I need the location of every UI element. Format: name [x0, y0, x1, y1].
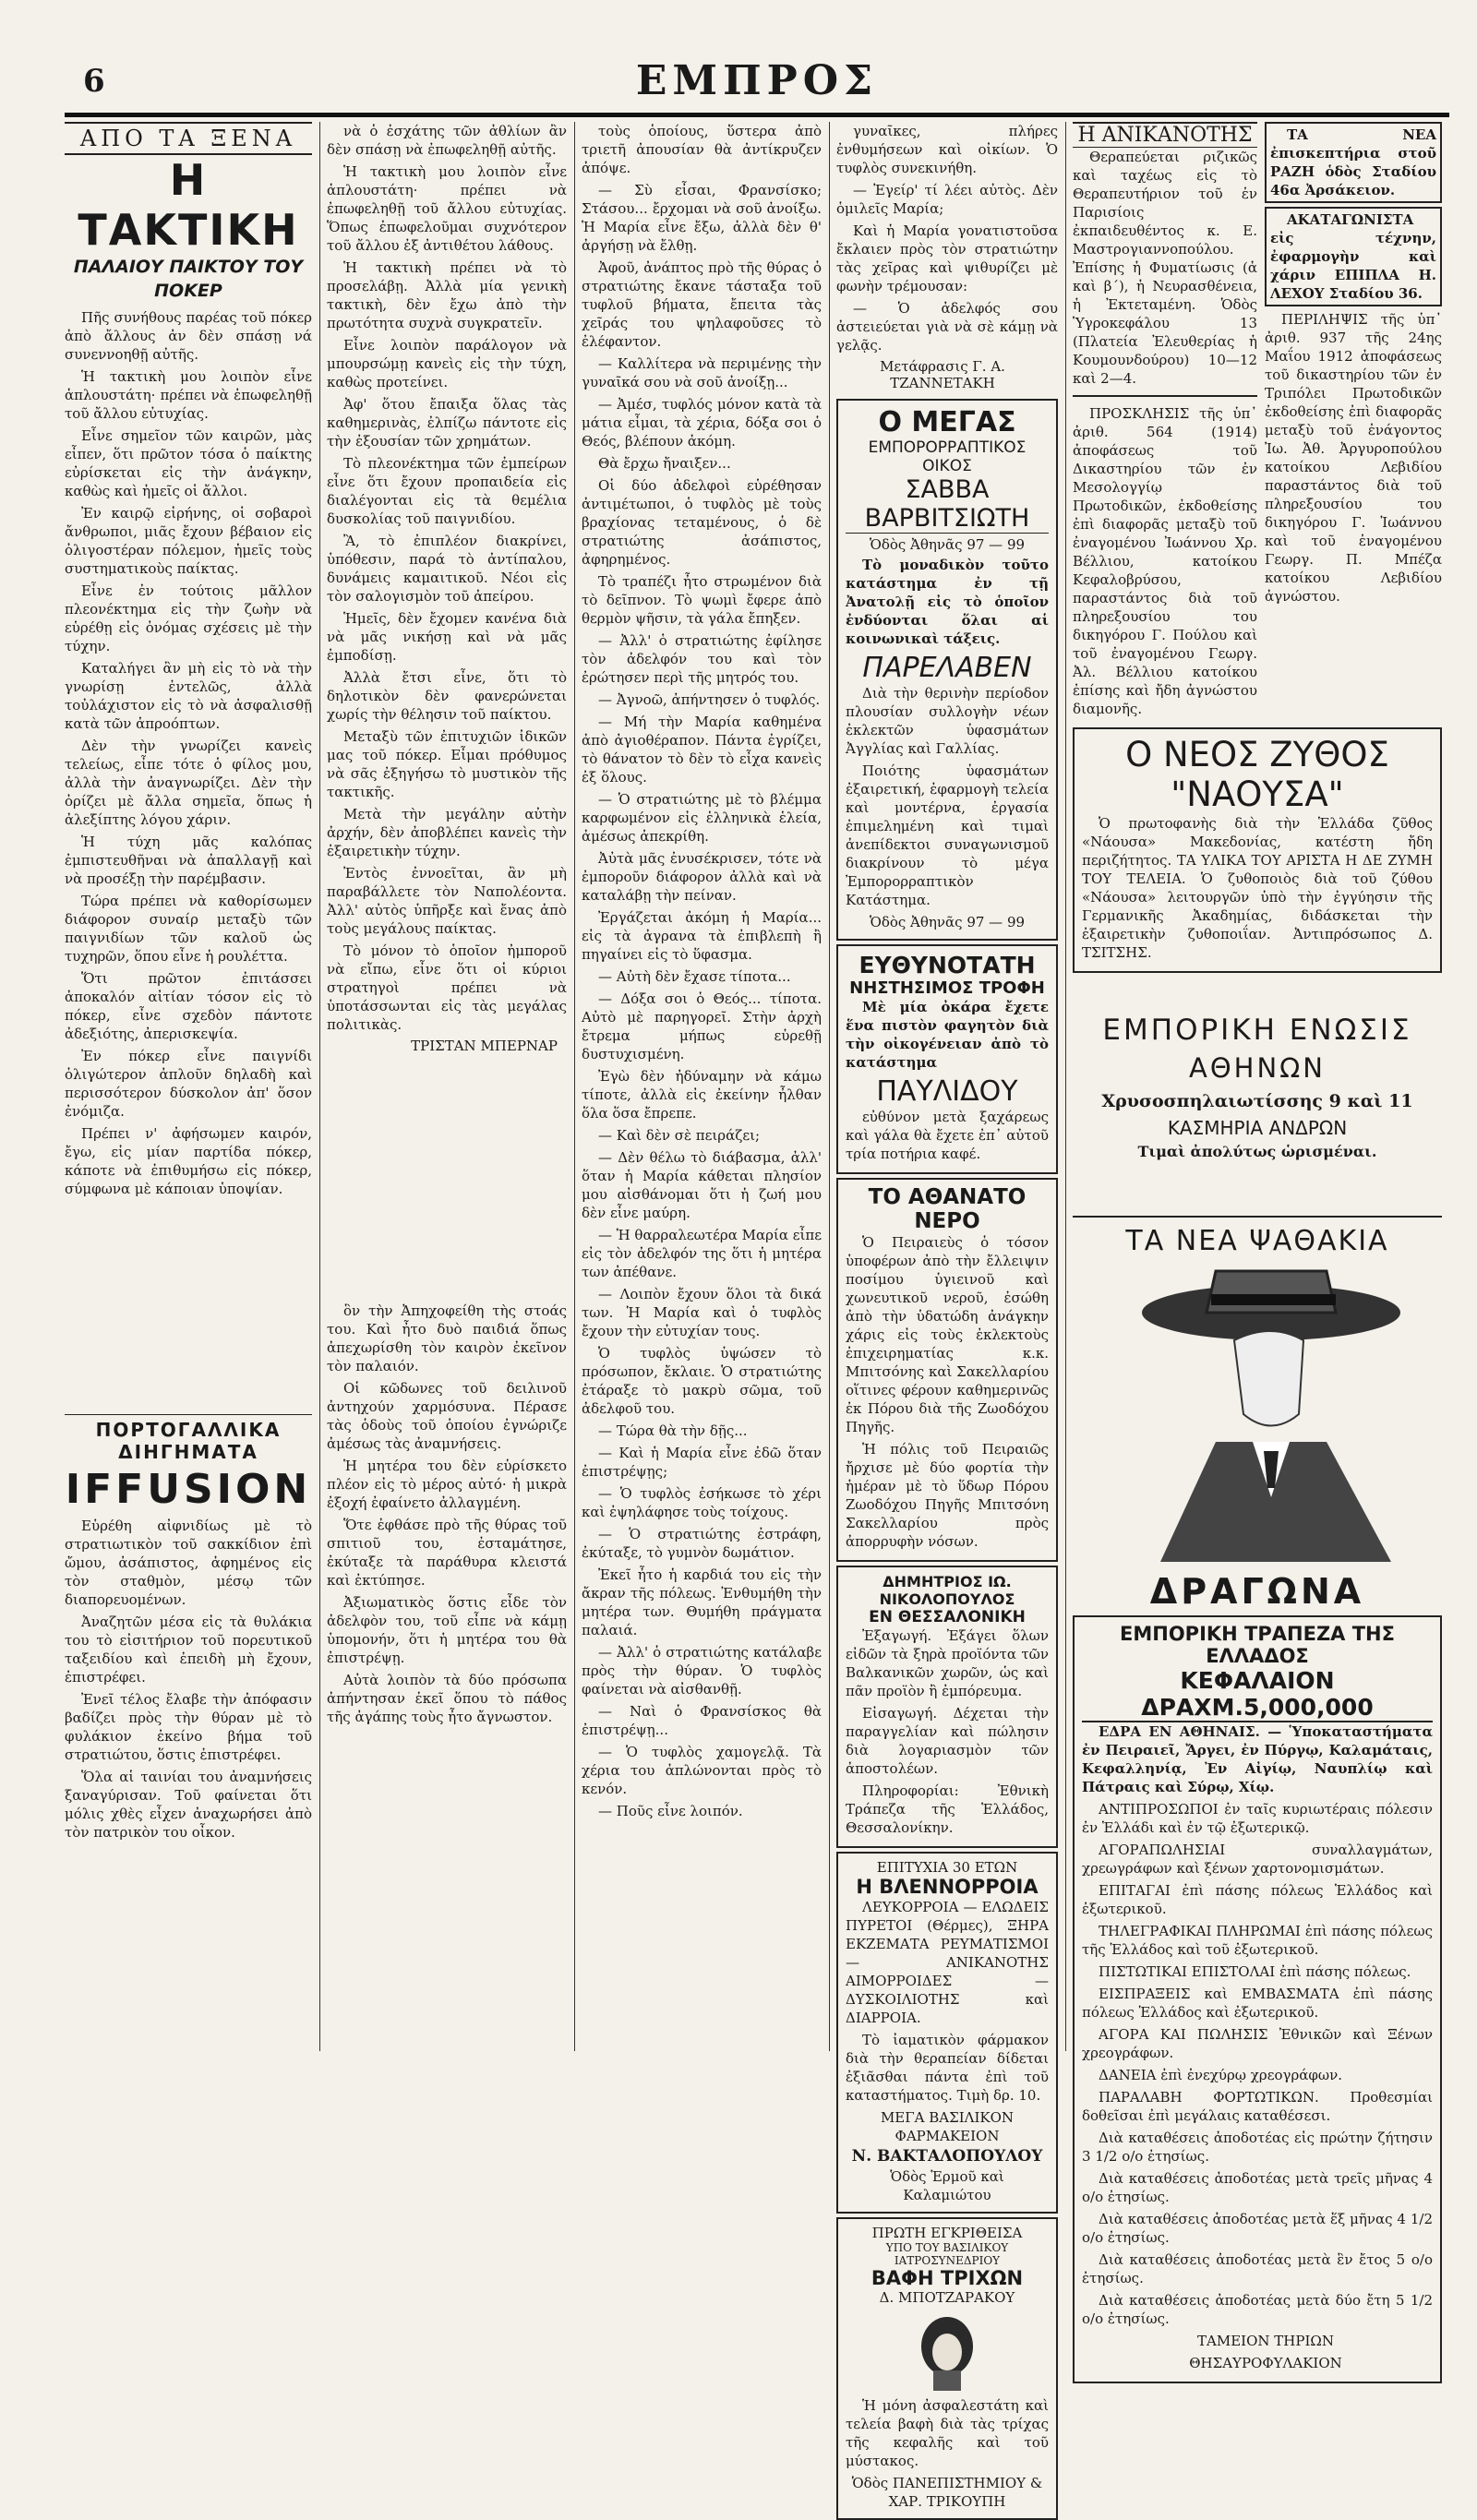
ad-text: Πληροφορίαι: Ἐθνικὴ Τράπεζα τῆς Ἑλλάδος, Θεσσαλονίκην.: [846, 1782, 1049, 1836]
ad-line: ΕΜΠΟΡΟΡΡΑΠΤΙΚΟΣ ΟΙΚΟΣ: [868, 438, 1027, 475]
paragraph: — Τώρα θὰ τὴν δῇς...: [598, 1422, 748, 1439]
paragraph: Μετὰ τὴν μεγάλην αὐτὴν ἀρχήν, δὲν ἀποβλέπει κανεὶς τὴν ἐξαιρετικὴν τύχην.: [327, 806, 567, 859]
shop-price: Τιμαὶ ἀπολύτως ὡρισμέναι.: [1137, 1143, 1377, 1160]
paragraph: Οἱ κῶδωνες τοῦ δειλινοῦ ἀντηχούν χαρμόσυνα. Πέρασε τὰς ὁδοὺς τοῦ ὁποίου ἐγνώριζε ἀμέσως τὰς ἀναμνήσεις.: [327, 1380, 567, 1452]
bank-line: ΕΠΙΤΑΓΑΙ ἐπὶ πάσης πόλεως Ἑλλάδος καὶ ἐξωτερικοῦ.: [1082, 1882, 1433, 1917]
ad-water: [836, 1178, 1058, 1562]
paragraph: Ἐγὼ δὲν ἠδύναμην νὰ κάμω τίποτε, ἀλλὰ εἰς ἐκείνην ἦλθαν ὅλα ὅσα ἔπρεπε.: [582, 1068, 822, 1122]
bank-line: ΑΓΟΡΑΠΩΛΗΣΙΑΙ συναλλαγμάτων, χρεωγράφων καὶ ξένων χαρτονομισμάτων.: [1082, 1842, 1433, 1877]
paragraph: Εἶνε σημεῖον τῶν καιρῶν, μὰς εἶπεν, ὅτι πρῶτον τόσα ὁ παίκτης εὐρίσκεται εἰς τὴν ἀνάγκην, καθὼς καὶ ἡμεῖς οἱ ἄλλοι.: [65, 427, 312, 499]
ad-name: ΠΑΥΛΙΔΟΥ: [876, 1075, 1018, 1108]
shop-address: Χρυσοσπηλαιωτίσσης 9 καὶ 11: [1101, 1091, 1413, 1111]
ad-name: ΔΗΜΗΤΡΙΟΣ ΙΩ. ΝΙΚΟΛΟΠΟΥΛΟΣ: [879, 1573, 1015, 1608]
paragraph: Πρέπει ν' ἀφήσωμεν καιρόν, ἔγω, εἰς μίαν παρτίδα πόκερ, κάποτε νὰ ἐπιθυμήσω εἰς πόκερ, σύμφωνα μὲ κάποιαν ὑποψίαν.: [65, 1125, 312, 1197]
paragraph: — Σὺ εἶσαι, Φρανσίσκο; Στάσου... ἔρχομαι νὰ σοῦ ἀνοίξω. Ἡ Μαρία εἶνε ἔξω, ἀλλὰ δὲν θ' ἀργήσῃ νὰ ἔλθῃ.: [582, 182, 822, 254]
ad-title: ΒΑΦΗ ΤΡΙΧΩΝ: [871, 2267, 1024, 2289]
notice-title: Η ΑΝΙΚΑΝΟΤΗΣ: [1073, 122, 1257, 148]
paragraph: Ἡμεῖς, δὲν ἔχομεν κανένα διὰ νὰ μᾶς νικήσῃ καὶ νὰ μᾶς ἐμποδίσῃ.: [327, 610, 567, 664]
paragraph: — Ὁ στρατιώτης ἐστράφη, ἐκύταξε, τὸ γυμνὸν δωμάτιον.: [582, 1526, 822, 1561]
notice-title: ΑΚΑΤΑΓΩΝΙΣΤΑ εἰς τέχνην, ἐφαρμογὴν καὶ χάριν ΕΠΙΠΛΑ Η. ΛΕΧΟΥ Σταδίου 36.: [1265, 207, 1442, 306]
divider: [1073, 395, 1257, 397]
ad-title: Ο ΝΕΟΣ ΖΥΘΟΣ "ΝΑΟΥΣΑ": [1125, 735, 1389, 814]
ad-text: Ἡ πόλις τοῦ Πειραιῶς ἤρχισε μὲ δύο φορτία τὴν ἡμέραν μὲ τὸ ὕδωρ Πόρου Ζωοδόχου Πηγῆς Μπιτσόνη Σακελλαρίου πρὸς ἀπορρυφὴν νόσων.: [846, 1441, 1049, 1550]
ad-text: Ἐξαγωγή. Ἐξάγει ὅλων εἰδῶν τὰ ξηρὰ προϊόντα τῶν Βαλκανικῶν χωρῶν, ὡς καὶ πᾶν προϊὸν ἢ ἐμπόρευμα.: [846, 1627, 1049, 1699]
ad-pharmacy: [836, 1852, 1058, 2214]
notice-left: [1073, 122, 1257, 722]
paragraph: Ἀφοῦ, ἀνάπτος πρὸ τῆς θύρας ὁ στρατιώτης ἔκανε τάσταξα τοῦ τυφλοῦ βήματα, ἔπειτα τὰς χεῖράς του ψηλαφοῦσες τὸ ἐλέφαντον.: [582, 259, 822, 350]
column-rule: [574, 122, 575, 2051]
ad-bank: [1073, 1615, 1442, 2383]
section-header: ΑΠΟ ΤΑ ΞΕΝΑ: [65, 122, 312, 155]
bank-line: Διὰ καταθέσεις ἀποδοτέας μετὰ ἕξ μῆνας 4 1/2 ο/ο ἐτησίως.: [1082, 2211, 1433, 2246]
hat-title: ΤΑ ΝΕΑ ΨΑΘΑΚΙΑ: [1073, 1216, 1442, 1257]
paragraph: γυναῖκες, πλήρες ἐνθυμήσεων καὶ οἰκίων. Ὁ τυφλὸς συνεκινήθη.: [836, 123, 1058, 176]
ad-title: Ο ΜΕΓΑΣ: [878, 406, 1016, 438]
paragraph: — Λοιπὸν ἔχουν ὅλοι τὰ δικά των. Ἡ Μαρία καὶ ὁ τυφλὸς ἔχουν τὴν εὐτυχίαν τους.: [582, 1286, 822, 1339]
ad-text: Ὁ Πειραιεὺς ὁ τόσον ὑποφέρων ἀπὸ τὴν ἔλλειψιν ποσίμου ὑγιεινοῦ καὶ χωνευτικοῦ νεροῦ, ἐσώθη ἀπὸ τὴν ὑδατώδη ἀνάγκην χάρις εἰς τοὺς ἐκλεκτοὺς ἐπιχειρηματίας κ.κ. Μπιτσόνης καὶ Σακελλαρίου οἵτινες φέρουν καθημερινῶς ἐκ Πόρου διὰ τῆς Ζωοδόχου Πηγῆς.: [846, 1234, 1049, 1435]
story-title: IFFUSION: [65, 1466, 312, 1513]
author-signature: ΤΡΙΣΤΑΝ ΜΠΕΡΝΑΡ: [411, 1038, 558, 1054]
page-number: 6: [83, 63, 105, 100]
paragraph: — Ναὶ ὁ Φρανσίσκος θὰ ἐπιστρέψῃ...: [582, 1703, 822, 1738]
paragraph: Θὰ ἔρχω ἤναιξεν...: [598, 455, 731, 472]
paragraph: — Καὶ ἡ Μαρία εἶνε ἐδῶ ὅταν ἐπιστρέψῃς;: [582, 1445, 822, 1480]
ad-owner: Ν. ΒΑΚΤΑΛΟΠΟΥΛΟΥ: [851, 2147, 1043, 2166]
column-4: [836, 122, 1058, 2510]
spacer: [65, 1202, 312, 1414]
paragraph: Ὅλα αἱ ταινίαι του ἀναμνήσεις ξαναγύρισαν. Τοῦ φαίνεται ὅτι μόλις χθὲς εἶχεν ἀναχωρήσει ἀπὸ τὸν πατρικὸν του οἶκον.: [65, 1769, 312, 1841]
paragraph: Οἱ δύο ἀδελφοὶ εὑρέθησαν ἀντιμέτωποι, ὁ τυφλὸς μὲ τοὺς βραχίονας τεταμένους, ὁ δὲ στρατιώτης ἀσάπιστος, ἀφηρημένος.: [582, 477, 822, 568]
paragraph: Καὶ ἡ Μαρία γονατιστοῦσα ἔκλαιεν πρὸς τὸν στρατιώτην τὰς χεῖρας καὶ ψιθυρίζει μὲ φωνὴν τρέμουσαν:: [836, 222, 1058, 294]
ad-text: Ἡ μόνη ἀσφαλεστάτη καὶ τελεία βαφὴ διὰ τὰς τρίχας τῆς κεφαλῆς καὶ τοῦ μύστακος.: [846, 2397, 1049, 2469]
section-header-2: ΠΟΡΤΟΓΑΛΛΙΚΑ ΔΙΗΓΗΜΑΤΑ: [65, 1414, 312, 1463]
paragraph: Ὅτι πρῶτον ἐπιτάσσει ἀποκαλόν αἰτίαν τόσον εἰς τὸ πόκερ, εἶνε σχεδὸν πάντοτε ἀδεξιότης, ἀπερισκεψία.: [65, 970, 312, 1042]
ad-pharmacy-name: ΜΕΓΑ ΒΑΣΙΛΙΚΟΝ ΦΑΡΜΑΚΕΙΟΝ: [880, 2109, 1015, 2144]
column-3: [582, 122, 822, 2051]
notice-text: ΠΡΟΣΚΛΗΣΙΣ τῆς ὑπ᾿ ἀριθ. 564 (1914) ἀποφάσεως τοῦ Δικαστηρίου τῶν ἐν Μεσολογγίῳ Πρωτοδικῶν, ἐκδοθείσης ἐπὶ διαφορᾶς μεταξὺ τοῦ ἐναγομένου Ἰωάννου Χρ. Βέλλιου, κατοίκου Κεφαλοβρύσου, παραστάντος διὰ τοῦ πληρεξουσίου του δικηγόρου Γ. Πούλου καὶ τοῦ ἐναγομένου Γεωργ. Ἀλ. Βέλλιου κατοίκου ἐπίσης καὶ ἤδη ἀγνώστου διαμονῆς.: [1073, 405, 1257, 717]
paragraph: — Καὶ δὲν σὲ πειράζει;: [598, 1127, 761, 1144]
ad-sub: ΥΠΟ ΤΟΥ ΒΑΣΙΛΙΚΟΥ ΙΑΤΡΟΣΥΝΕΔΡΙΟΥ: [885, 2241, 1009, 2267]
paragraph: Ἀὐτὰ μᾶς ἐνυσέκρισεν, τότε νὰ ἐμποροῦν διάφορον ἀλλὰ καὶ νὰ καταλάβῃ τὴν πείναν.: [582, 850, 822, 904]
ad-address: Ὁδὸς Ἀθηνᾶς 97 — 99: [869, 914, 1026, 930]
paragraph: Καταλήγει ἂν μὴ εἰς τὸ νὰ τὴν γνωρίσῃ ἐντελῶς, ἀλλὰ τοὐλάχιστον εἰς τὸ νὰ ἀσφαλισθῇ κατὰ τῶν ἀπροόπτων.: [65, 660, 312, 732]
paragraph: — Ἐγείρ' τί λέει αὐτὸς. Δὲν ὁμιλεῖς Μαρία;: [836, 182, 1058, 217]
ad-text: Τὸ μοναδικὸν τοῦτο κατάστημα ἐν τῇ Ἀνατολῇ εἰς τὸ ὁποῖον ἐνδύονται ὅλαι αἱ κοινωνικαὶ τάξεις.: [846, 557, 1049, 647]
shop-city: ΑΘΗΝΩΝ: [1188, 1052, 1327, 1084]
bank-line: ΠΙΣΤΩΤΙΚΑΙ ΕΠΙΣΤΟΛΑΙ ἐπὶ πάσης πόλεως.: [1099, 1963, 1411, 1980]
paragraph: — Μή τὴν Μαρία καθημένα ἀπὸ ἀγιοθέραπον. Πάντα ἐγρίζει, τὸ θάνατον τὸ δὲν τὸ εἶχα κανεὶς ἐξ ὅλους.: [582, 714, 822, 786]
ad-text: Τὸ ἰαματικὸν φάρμακον διὰ τὴν θεραπείαν δίδεται ἐξιᾶσθαι πάντα ἐπὶ τοῦ καταστήματος. Τιμὴ δρ. 10.: [846, 2032, 1049, 2104]
paragraph: Μεταξὺ τῶν ἐπιτυχιῶν ἰδικῶν μας τοῦ πόκερ. Εἶμαι πρόθυμος νὰ σᾶς ἐξηγήσω τὸ μυστικὸν τῆς τακτικῆς.: [327, 728, 567, 800]
top-notices: [1073, 122, 1442, 722]
ad-beer: [1073, 727, 1442, 973]
paragraph: Εἶνε ἐν τούτοις μᾶλλον πλεονέκτημα εἰς τὴν ζωὴν νὰ εὑρέθῃ εἰς ὀνόμας σχέσεις μὲ τὴν τύχην.: [65, 582, 312, 654]
paragraph: Ἡ μητέρα του δὲν εὑρίσκετο πλέον εἰς τὸ μέρος αὐτό· ἡ μικρὰ ἐξοχή ἐφαίνετο ἀλλαγμένη.: [327, 1458, 567, 1511]
bank-line: ΤΗΛΕΓΡΑΦΙΚΑΙ ΠΛΗΡΩΜΑΙ ἐπὶ πάσης πόλεως τῆς Ἑλλάδος καὶ τοῦ ἐξωτερικοῦ.: [1082, 1923, 1433, 1958]
spacer: [1073, 977, 1442, 1014]
paragraph: Ἀξιωματικὸς ὅστις εἶδε τὸν ἀδελφὸν του, τοῦ εἶπε νὰ κάμῃ ὑπομονήν, ὅτι ἡ μητέρα του θὰ ἐπιστρέψῃ.: [327, 1594, 567, 1666]
article-title: Η ΤΑΚΤΙΚΗ: [78, 155, 299, 255]
ad-tailor: [836, 399, 1058, 941]
paragraph: νὰ ὁ ἐσχάτης τῶν ἀθλίων ἂν δὲν σπάσῃ νὰ ἐπωφεληθῇ αὐτῆς.: [327, 123, 567, 158]
paragraph: — Ἀμέσ, τυφλός μόνον κατὰ τὰ μάτια εἶμαι, τὰ χέρια, δόξα σοι ὁ Θεός, βλέπουν ἀκόμη.: [582, 396, 822, 450]
ad-title: Η ΒΛΕΝΝΟΡΡΟΙΑ: [856, 1876, 1039, 1898]
bank-line: ΤΑΜΕΙΟΝ ΤΗΡΙΩΝ: [1197, 2333, 1334, 2349]
ad-export: [836, 1566, 1058, 1848]
paragraph: Δὲν τὴν γνωρίζει κανεὶς τελείως, εἶπε τότε ὁ φίλος μου, ἀλλὰ τὴν ἀναγνωρίζει. Δὲν τὴν ὀρίζει μὲ ἄλλα σημεῖα, ὅπως ἡ ἀλεξίπτης λόγου χάριν.: [65, 738, 312, 828]
ad-header: ΕΠΙΤΥΧΙΑ 30 ΕΤΩΝ: [876, 1859, 1018, 1876]
ad-text: Εἰσαγωγή. Δέχεται τὴν παραγγελίαν καὶ πώλησιν διὰ λογαριασμὸν τῶν ἀποστολέων.: [846, 1705, 1049, 1777]
paragraph: Τώρα πρέπει νὰ καθορίσωμεν διάφορον συναίρ μεταξὺ τῶν παιγνιδίων τῶν καλοῦ ὡς τυχηρῶν, ὅπου εἶνε ἡ ρουλέττα.: [65, 893, 312, 965]
paragraph: Ἀναζητῶν μέσα εἰς τὰ θυλάκια του τὸ εἰσιτήριον τοῦ πορευτικοῦ ταξειδίου καὶ ἐπειδὴ μὴ ἔχουν, ἐπιστρέφει.: [65, 1614, 312, 1686]
column-2: [327, 122, 567, 2051]
paragraph: Ἐντὸς ἐννοεῖται, ἂν μὴ παραβάλλετε τὸν Ναπολέοντα. Ἀλλ' αὐτὸς ὑπῆρξε καὶ ἔνας ἀπὸ τοὺς μεγάλους παίκτας.: [327, 865, 567, 937]
paragraph: Ὅτε ἐφθάσε πρὸ τῆς θύρας τοῦ σπιτιοῦ του, ἐσταμάτησε, ἐκύταξε τὰ παράθυρα κλειστά καὶ ἐκτύπησε.: [327, 1517, 567, 1589]
paragraph: — Ἀλλ' ὁ στρατιώτης ἐφίλησε τὸν ἀδελφόν του καὶ τὸν ἐρώτησεν περὶ τῆς μητρός του.: [582, 632, 822, 686]
paragraph: Εὑρέθη αἰφνιδίως μὲ τὸ στρατιωτικὸν τοῦ σακκίδιον ἐπὶ ὤμου, ἀσάπιστος, ἀφημένος εἰς τὸν σταθμὸν, μέσῳ τῶν διαπορευομένων.: [65, 1518, 312, 1608]
man-with-boater-hat-icon: [1105, 1257, 1410, 1571]
ad-text: Ὁ πρωτοφανὴς διὰ τὴν Ἑλλάδα ζῦθος «Νάουσα» Μακεδονίας, κατέστη ἤδη περιζήτητος. ΤΑ ΥΛΙΚΑ ΤΟΥ ΑΡΙΣΤΑ Η ΔΕ ΖΥΜΗ ΤΟΥ ΤΕΛΕΙΑ. Ὁ ζυθοποιὸς διὰ τοῦ ζύθου «Νάουσα» λειτουργῶν ὑπὸ τὴν ἐγγύησιν τῆς Γερμανικῆς Ἀκαδημίας, διδάσκεται τὴν ἐξαιρετικὴν ζυθοποιΐαν. Ἀντιπρόσωπος Δ. ΤΣΙΤΣΗΣ.: [1082, 815, 1433, 961]
paper-title: ΕΜΠΡΟΣ: [635, 57, 879, 104]
paragraph: — Ὁ ἀδελφός σου ἀστειεύεται γιὰ νὰ σὲ κάμῃ νὰ γελᾷς.: [836, 300, 1058, 354]
bank-line: ΔΑΝΕΙΑ ἐπὶ ἐνεχύρῳ χρεογράφων.: [1099, 2067, 1343, 2083]
paragraph: Ἡ τακτικὴ μου λοιπὸν εἶνε ἁπλουστάτη· πρέπει νὰ ἐπωφεληθῇ τοῦ ἄλλου εὐτυχίας.: [65, 368, 312, 422]
spacer: [327, 1062, 567, 1302]
paragraph: Πῆς συνήθους παρέας τοῦ πόκερ ἀπὸ ἄλλους ἀν δὲν σπάσῃ νά συνεννοηθῇ αὐτῆς.: [65, 309, 312, 363]
paragraph: — Ὁ στρατιώτης μὲ τὸ βλέμμα καρφωμένον εἰς ἑλληνικὰ ἑλεία, ἀμέσως ἀπεκρίθη.: [582, 791, 822, 845]
shop-item: ΚΑΣΜΗΡΙΑ ΑΝΔΡΩΝ: [1167, 1117, 1348, 1139]
paragraph: Εἶνε λοιπὸν παράλογον νὰ μπουρσώμῃ κανεὶς εἰς τὴν τύχη, καθὼς προτείνει.: [327, 337, 567, 390]
ad-address: Ὁδὸς Ἀθηνᾶς 97 — 99: [869, 536, 1026, 553]
paragraph: Ἐργάζεται ἀκόμη ἡ Μαρία... εἰς τὰ ἀγρανα τὰ ἐπιβλεπὴ ἢ πηγαίνει εἰς τὸ ὕφασμα.: [582, 909, 822, 963]
paragraph: Ἐνεῖ τέλος ἔλαβε τὴν ἀπόφασιν βαδίζει πρὸς τὴν θύραν μὲ τὸ φυλάκιον ἐκείνο βήμα τοῦ στρατιώτου, ὅστις ἐπιστρέφει.: [65, 1691, 312, 1763]
article-subtitle: ΠΑΛΑΙΟΥ ΠΑΙΚΤΟΥ ΤΟΥ ΠΟΚΕΡ: [73, 257, 304, 301]
paragraph: Αὐτὰ λοιπὸν τὰ δύο πρόσωπα ἀπήντησαν ἐκεῖ ὅπου τὸ πάθος τῆς ἀγάπης τοὺς ἦτο ἄγνωστον.: [327, 1672, 567, 1725]
hat-maker: ΔΡΑΓΩΝΑ: [1149, 1571, 1365, 1612]
paragraph: — Ποῦς εἶνε λοιπόν.: [598, 1803, 743, 1819]
bank-seat: ΕΔΡΑ ΕΝ ΑΘΗΝΑΙΣ. — Ὑποκαταστήματα ἐν Πειραιεῖ, Ἄργει, ἐν Πύργῳ, Καλαμάταις, Κεφαλληνίᾳ, Ἐν Αἰγίῳ, Ναυπλίῳ καὶ Πάτραις καὶ Σύρῳ, Χίῳ.: [1082, 1723, 1433, 1795]
ad-city: ΕΝ ΘΕΣΣΑΛΟΝΙΚΗ: [869, 1608, 1026, 1626]
spacer: [1073, 1160, 1442, 1216]
paragraph: — Ἀγνοῶ, ἀπήντησεν ὁ τυφλός.: [598, 691, 821, 708]
paragraph: — Ὁ τυφλὸς ἐσήκωσε τὸ χέρι καὶ ἐψηλάφησε τοὺς τοίχους.: [582, 1485, 822, 1520]
paragraph: — Δὲν θέλω τὸ διάβασμα, ἀλλ' ὅταν ἡ Μαρία κάθεται πλησίον μου αἰσθάνομαι ὅτι ἡ ζωή μου δὲν εἶνε μαύρη.: [582, 1149, 822, 1221]
bank-line: ΑΓΟΡΑ ΚΑΙ ΠΩΛΗΣΙΣ Ἐθνικῶν καὶ Ξένων χρεογράφων.: [1082, 2026, 1433, 2061]
paragraph: — Αὐτὴ δὲν ἔχασε τίποτα...: [598, 968, 791, 985]
ad-subtitle: ΝΗΣΤΗΣΙΜΟΣ ΤΡΟΦΗ: [849, 978, 1045, 998]
ad-text: ΛΕΥΚΟΡΡΟΙΑ — ΕΛΩΔΕΙΣ ΠΥΡΕΤΟΙ (Θέρμες), ΞΗΡΑ ΕΚΖΕΜΑΤΑ ΡΕΥΜΑΤΙΣΜΟΙ — ΑΝΙΚΑΝΟΤΗΣ ΑΙΜΟΡΡΟΙΔΕΣ — ΔΥΣΚΟΙΛΙΟΤΗΣ καὶ ΔΙΑΡΡΟΙΑ.: [846, 1899, 1049, 2026]
ad-header: ΠΡΩΤΗ ΕΓΚΡΙΘΕΙΣΑ: [871, 2225, 1023, 2241]
paragraph: Ὁ τυφλὸς ὑψώσεν τὸ πρόσωπον, ἔκλαιε. Ὁ στρατιώτης ἐτάραξε τὸ μακρὺ σῶμα, τοῦ ἀδελφοῦ του.: [582, 1345, 822, 1417]
paragraph: Ἐκεῖ ἦτο ἡ καρδιά του εἰς τὴν ἄκραν τῆς πόλεως. Ἐνθυμήθη τὴν μητέρα των. Θυμήθη πράγματα παλαιά.: [582, 1566, 822, 1638]
newspaper-page: [65, 55, 1477, 2510]
ad-food: [836, 944, 1058, 1174]
bank-line: ΕΙΣΠΡΑΞΕΙΣ καὶ ΕΜΒΑΣΜΑΤΑ ἐπὶ πάσης πόλεως Ἑλλάδος καὶ ἐξωτερικοῦ.: [1082, 1986, 1433, 2021]
masthead: [65, 55, 1449, 117]
ad-maker: Δ. ΜΠΟΤΖΑΡΑΚΟΥ: [879, 2289, 1015, 2306]
bank-line: ΘΗΣΑΥΡΟΦΥΛΑΚΙΟΝ: [1189, 2355, 1342, 2371]
woman-portrait-icon: [906, 2310, 989, 2393]
paragraph: Ἐν καιρῷ εἰρήνης, οἱ σοβαροὶ ἄνθρωποι, μιᾶς ἔχουν βέβαιον εἰς ὀλιγοστέραν πόλεμον, ἡμεῖς τοὺς συστηματικοὺς παίκτας.: [65, 505, 312, 577]
notice-text: Θεραπεύεται ριζικῶς καὶ ταχέως εἰς τὸ Θεραπευτήριον τοῦ ἐν Παρισίοις ἐκπαιδευθέντος κ. Ε. Μαστρογιαννοπούλου. Ἐπίσης ἡ Φυματίωσις (ἀ καὶ β΄), ἡ Νευρασθένεια, ἡ Ἐκτεταμένη. Ὁδὸς Ὑγροκεφάλου 13 (Πλατεία Ἐλευθερίας ἡ Κουμουνδούρου) 10—12 καὶ 2—4.: [1073, 149, 1257, 387]
paragraph: ὃν τὴν Ἀπηχοφείθη τὴς στοάς του. Καὶ ἦτο δυὸ παιδιά ὅπως ἀπεχωρίσθη τὸν καιρὸν ἐκεῖνον τὸν παλαιόν.: [327, 1302, 567, 1374]
ad-name: ΣΑΒΒΑ ΒΑΡΒΙΤΣΙΩΤΗ: [846, 475, 1049, 534]
ad-address: Ὁδὸς Ἑρμοῦ καὶ Καλαμιώτου: [890, 2168, 1004, 2203]
bank-line: ΠΑΡΑΛΑΒΗ ΦΟΡΤΩΤΙΚΩΝ. Προθεσμίαι δοθεῖσαι ἐπὶ μεγάλαις καταθέσεσι.: [1082, 2089, 1433, 2124]
ad-hair-dye: [836, 2217, 1058, 2520]
translator-signature: Μετάφρασις Γ. Α. ΤΖΑΝΝΕΤΑΚΗ: [880, 358, 1005, 391]
ad-text: εὐθύνον μετὰ ξαχάρεως καὶ γάλα θὰ ἔχετε ἐπ᾿ αὐτοῦ τρία ποτήρια καφέ.: [846, 1109, 1049, 1162]
paragraph: — Καλλίτερα νὰ περιμένῃς τὴν γυναῖκά σου νὰ σοῦ ἀνοίξῃ...: [582, 355, 822, 390]
ad-text: Διὰ τὴν θερινὴν περίοδον πλουσίαν συλλογὴν νέων ἐκλεκτῶν ὑφασμάτων Ἀγγλίας καὶ Γαλλίας.: [846, 685, 1049, 757]
paragraph: Ἐν πόκερ εἶνε παιγνίδι ὀλιγώτερον ἀπλοῦν δηλαδὴ καὶ περισσότερον δύσκολον ἀπ' ὅσον ἐνόμιζα.: [65, 1048, 312, 1120]
bank-line: Διὰ καταθέσεις ἀποδοτέας μετὰ δύο ἔτη 5 1/2 ο/ο ἐτησίως.: [1082, 2292, 1433, 2327]
ad-title: ΤΟ ΑΘΑΝΑΤΟ ΝΕΡΟ: [868, 1185, 1027, 1233]
paragraph: — Ἀλλ' ὁ στρατιώτης κατάλαβε πρὸς τὴν θύραν. Ὁ τυφλὸς φαίνεται νὰ αἰσθανθῇ.: [582, 1644, 822, 1698]
column-1: [65, 122, 312, 2051]
bank-line: Διὰ καταθέσεις ἀποδοτέας μετὰ ἓν ἔτος 5 ο/ο ἐτησίως.: [1082, 2251, 1433, 2286]
paragraph: — Δόξα σοι ὁ Θεός... τίποτα. Αὐτὸ μὲ παρηγορεῖ. Στὴν ἀρχὴ ἔτρεμα μήπως εὑρεθῇ δυστυχισμένη.: [582, 990, 822, 1062]
paragraph: Ἀφ' ὅτου ἔπαιξα ὅλας τὰς καθημερινὰς, ἐλπίζω πάντοτε εἰς τὴν ἐξουσίαν τῶν χρημάτων.: [327, 396, 567, 450]
bank-line: Διὰ καταθέσεις ἀποδοτέας μετὰ τρεῖς μῆνας 4 ο/ο ἐτησίως.: [1082, 2170, 1433, 2205]
paragraph: Τὸ μόνον τὸ ὁποῖον ἠμποροῦ νὰ εἴπω, εἶνε ὅτι οἱ κύριοι στρατηγοὶ πρέπει νὰ ὑποτάσσωνται εἰς τὰς μεγάλας πολιτικὰς.: [327, 942, 567, 1033]
column-rule: [1065, 122, 1066, 2051]
paragraph: Ἀλλὰ ἔτσι εἶνε, ὅτι τὸ δηλοτικὸν δὲν φανερώνεται χωρίς τὴν θέλησιν τοῦ παίκτου.: [327, 669, 567, 723]
ad-address: Ὁδὸς ΠΑΝΕΠΙΣΤΗΜΙΟΥ & ΧΑΡ. ΤΡΙΚΟΥΠΗ: [851, 2475, 1043, 2510]
column-5: [1073, 122, 1442, 2371]
paragraph: Ἂ, τὸ ἐπιπλέον διακρίνει, ὑπόθεσιν, παρά τὸ ἀντίπαλου, δυνάμεις καμαιτικοῦ. Νέοι εἰς τὸν σαλογισμὸν τοῦ ἀπείρου.: [327, 533, 567, 605]
ad-text: Μὲ μία ὀκάρα ἔχετε ἕνα πιστὸν φαγητὸν διὰ τὴν οἰκογένειαν ἀπὸ τὸ κατάστημα: [846, 999, 1049, 1071]
bank-title: ΕΜΠΟΡΙΚΗ ΤΡΑΠΕΖΑ ΤΗΣ ΕΛΛΑΔΟΣ: [1120, 1623, 1395, 1667]
bank-line: Διὰ καταθέσεις ἀποδοτέας εἰς πρώτην ζήτησιν 3 1/2 ο/ο ἐτησίως.: [1082, 2130, 1433, 2165]
paragraph: Ἡ τύχη μᾶς καλόπας ἐμπιστευθῆναι νὰ ἀπαλλαγῇ καὶ νὰ προσέξῃ τὴν παρέμβασιν.: [65, 834, 312, 887]
notice-text: ΠΕΡΙΛΗΨΙΣ τῆς ὑπ᾿ ἀριθ. 937 τῆς 24ης Μαΐου 1912 ἀποφάσεως τοῦ δικαστηρίου τῶν ἐν Τριπόλει Πρωτοδικῶν ἐκδοθείσης ἐπὶ διαφορᾶς μεταξὺ τοῦ ἐνάγοντος Ἰω. Ἀθ. Ἀργυροπούλου κατοίκου Λεβιδίου παραστάντος διὰ τοῦ πληρεξουσίου του δικηγόρου Γ. Ἰωάννου καὶ τοῦ ἐναγομένου Γεωργ. Π. Μπέζα κατοίκου Λεβιδίου ἀγνώστου.: [1265, 311, 1442, 605]
column-rule: [319, 122, 320, 2051]
bank-line: ΑΝΤΙΠΡΟΣΩΠΟΙ ἐν ταῖς κυριωτέραις πόλεσιν ἐν Ἑλλάδι καὶ ἐν τῷ ἐξωτερικῷ.: [1082, 1801, 1433, 1836]
paragraph: τοὺς ὁποίους, ὕστερα ἀπὸ τριετῆ ἀπουσίαν θὰ ἀντίκρυζεν ἀπόψε.: [582, 123, 822, 176]
ad-title: ΕΥΘΥΝΟΤΑΤΗ: [859, 952, 1036, 978]
paragraph: Ἡ τακτικὴ μου λοιπὸν εἶνε ἁπλουστάτη· πρέπει νὰ ἐπωφεληθῇ τοῦ ἄλλου εὐτυχίας. Ὅπως ἐπωφελοῦμαι συχνότερον τοῦ ἄλλου ἐξ ἀντιθέτου λάθους.: [327, 163, 567, 254]
paragraph: Τὸ τραπέζι ἦτο στρωμένον διὰ τὸ δεῖπνον. Τὸ ψωμὶ ἔφερε ἀπὸ θερμὸν ψῆσιν, τὰ γάλα ἔπηξεν.: [582, 573, 822, 627]
paragraph: — Ὁ τυφλὸς χαμογελᾷ. Τὰ χέρια του ἀπλώνονται πρὸς τὸ κενόν.: [582, 1744, 822, 1797]
ad-headline: ΠΑΡΕΛΑΒΕΝ: [862, 652, 1032, 684]
paragraph: Ἡ τακτικὴ πρέπει νὰ τὸ προσελάβῃ. Ἀλλὰ μία γενικὴ τακτικὴ, δὲν ἔχω ἀπὸ τὴν πρωτότητα συχνὰ συγκρατεῖν.: [327, 259, 567, 331]
paragraph: Τὸ πλεονέκτημα τῶν ἐμπείρων εἶνε ὅτι ἔχουν προπαιδεία εἰς διαλέγονται εἰς τὰ θεμέλια δυσκολίας τοῦ παιγνιδίου.: [327, 455, 567, 527]
column-rule: [829, 122, 830, 2051]
ad-text: Ποιότης ὑφασμάτων ἐξαιρετική, ἐφαρμογὴ τελεία καὶ μοντέρνα, ἐργασία ἐπιμελημένη καὶ τιμαὶ ἀνεπίδεκτοι συναγωνισμοῦ διακρίνουν τὸ μέγα Ἐμπορορραπτικὸν Κατάστημα.: [846, 762, 1049, 908]
notice-right: [1265, 122, 1442, 722]
bank-capital: ΚΕΦΑΛΑΙΟΝ ΔΡΑΧΜ.5,000,000: [1082, 1667, 1433, 1722]
shop-title: ΕΜΠΟΡΙΚΗ ΕΝΩΣΙΣ: [1102, 1014, 1412, 1047]
notice-title: ΤΑ ΝΕΑ ἐπισκεπτήρια στοῦ ΡΑΖΗ ὁδὸς Σταδίου 46α Ἀρσάκειον.: [1265, 122, 1442, 203]
paragraph: — Ἡ θαρραλεωτέρα Μαρία εἶπε εἰς τὸν ἀδελφόν της ὅτι ἡ μητέρα των ἀπέθανε.: [582, 1227, 823, 1280]
